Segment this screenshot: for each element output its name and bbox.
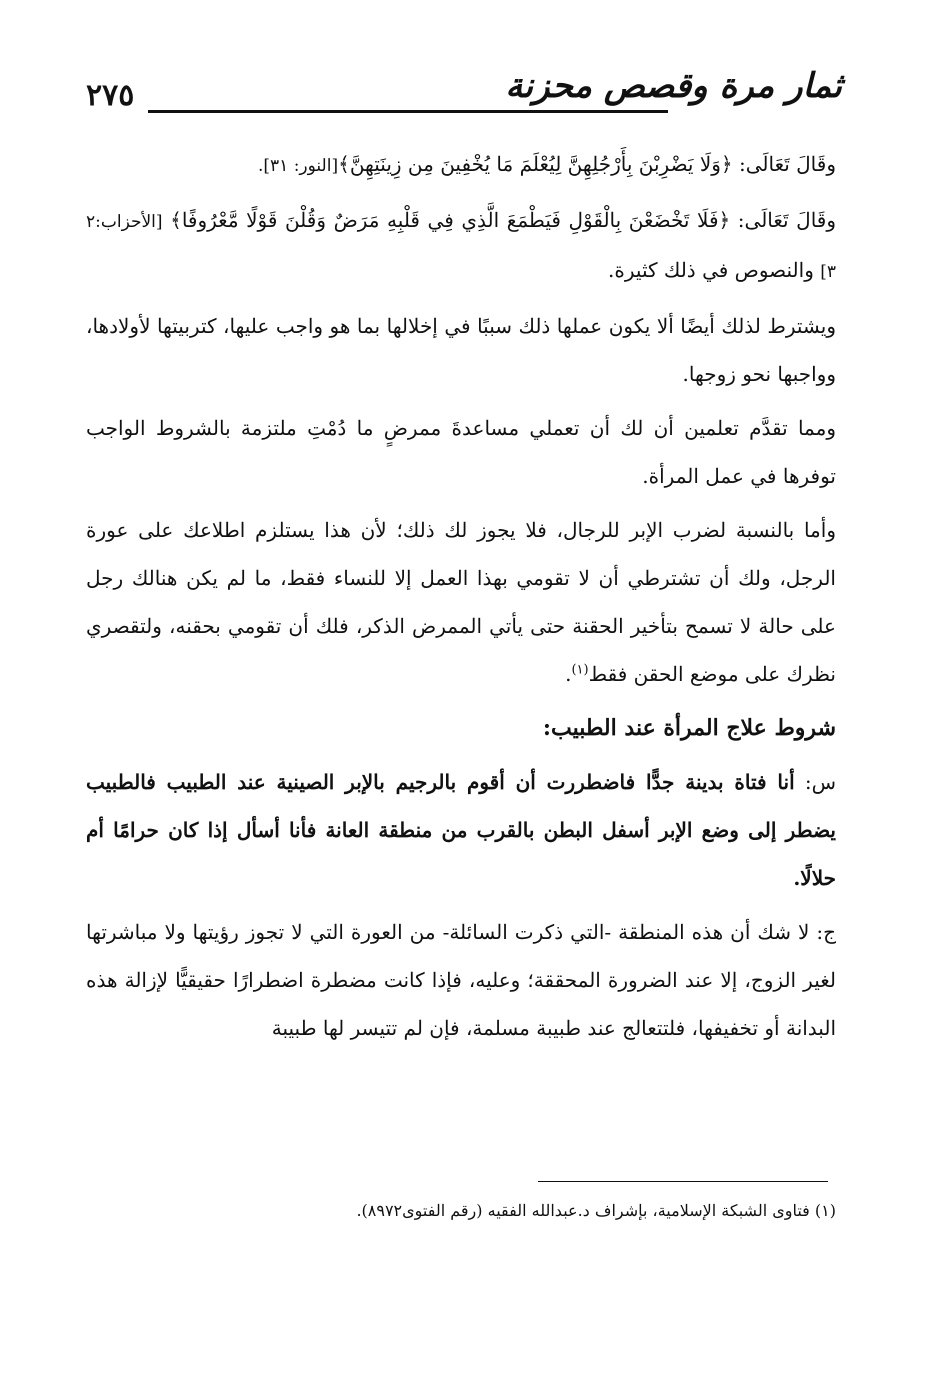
verse2-ref: [الأحزاب:٢ ٣] bbox=[86, 212, 836, 282]
verse2-text: ﴿فَلَا تَخْضَعْنَ بِالْقَوْلِ فَيَطْمَعَ الَّذِي فِي قَلْبِهِ مَرَضٌ وَقُلْنَ قَوْلًا مَّعْرُوفًا﴾ bbox=[170, 208, 731, 232]
page-body bbox=[86, 140, 836, 1058]
answer-text: لا شك أن هذه المنطقة -التي ذكرت السائلة- من العورة التي لا تجوز رؤيتها ولا مباشرتها لغير الزوج، إلا عند الضرورة المحققة؛ وعليه، فإذا كانت مضطرة اضطرارًا حقيقيًّا لإزالة هذه البدانة أو تخفيفها، فلتتعالج عند طبيبة مسلمة، فإن لم تتيسر لها طبيبة bbox=[86, 920, 836, 1040]
book-title: ثمار مرة وقصص محزنة bbox=[505, 66, 842, 106]
header-rule bbox=[148, 110, 668, 113]
paragraph-2: ومما تقدَّم تعلمين أن لك أن تعملي مساعدةَ ممرضٍ ما دُمْتِ ملتزمة بالشروط الواجب توفرها في عمل المرأة. bbox=[86, 416, 836, 488]
verse-line-1 bbox=[86, 140, 836, 190]
footnote-marker: (١) bbox=[571, 662, 589, 678]
paragraph-3 bbox=[86, 506, 836, 698]
answer-prefix: ج: bbox=[809, 920, 836, 944]
paragraph-1: ويشترط لذلك أيضًا ألا يكون عملها ذلك سببًا في إخلالها بما هو واجب عليها، كتربيتها لأولادها، وواجبها نحو زوجها. bbox=[86, 314, 836, 386]
verse2-after: والنصوص في ذلك كثيرة. bbox=[608, 258, 821, 282]
paragraph-3-text: وأما بالنسبة لضرب الإبر للرجال، فلا يجوز لك ذلك؛ لأن هذا يستلزم اطلاعك على عورة الرجل، ولك أن تشترطي أن لا تقومي بهذا العمل إلا للنساء فقط، ما لم يكن هنالك رجل على حالة لا تسمح بتأخير الحقنة حتى يأتي الممرض الذكر، فلك أن تقومي بحقنه، ولتقصري نظرك على موضع الحقن فقط bbox=[86, 518, 836, 686]
footnote-rule bbox=[538, 1181, 828, 1182]
answer-paragraph bbox=[86, 908, 836, 1052]
footnote: (١) فتاوى الشبكة الإسلامية، بإشراف د.عبدالله الفقيه (رقم الفتوى٨٩٧٢). bbox=[356, 1201, 836, 1220]
question-text: أنا فتاة بدينة جدًّا فاضطررت أن أقوم بالرجيم بالإبر الصينية عند الطبيب فالطبيب يضطر إلى وضع الإبر أسفل البطن بالقرب من منطقة العانة فأنا أسأل إذا كان حرامًا أم حلالًا. bbox=[86, 770, 836, 890]
paragraph-3-end: . bbox=[565, 662, 572, 686]
question-prefix: س: bbox=[794, 770, 836, 794]
verse-line-2 bbox=[86, 196, 836, 296]
page-number: ٢٧٥ bbox=[86, 78, 135, 113]
verse1-intro: وقَالَ تَعَالَى: bbox=[732, 152, 836, 176]
section-heading: شروط علاج المرأة عند الطبيب: bbox=[542, 715, 836, 741]
verse2-intro: وقَالَ تَعَالَى: bbox=[730, 208, 837, 232]
verse1-ref: [النور: ٣١]. bbox=[257, 156, 339, 176]
page-header bbox=[86, 66, 842, 122]
verse1-text: ﴿وَلَا يَضْرِبْنَ بِأَرْجُلِهِنَّ لِيُعْلَمَ مَا يُخْفِينَ مِن زِينَتِهِنَّ﴾ bbox=[338, 152, 733, 176]
question-paragraph bbox=[86, 758, 836, 902]
